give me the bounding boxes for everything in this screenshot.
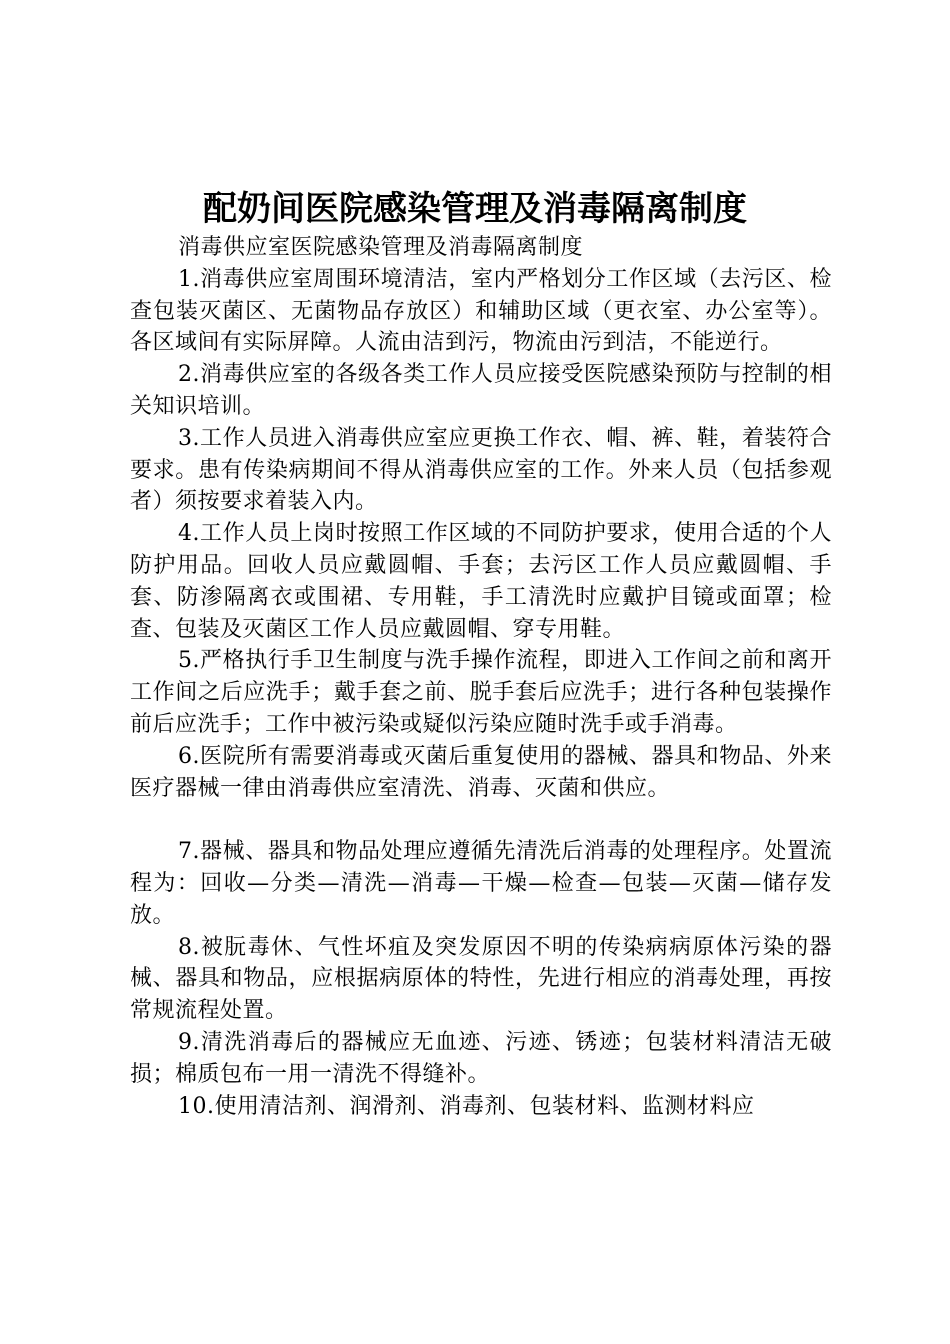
document-subtitle: 消毒供应室医院感染管理及消毒隔离制度: [178, 235, 584, 260]
paragraph-10: 10.使用清洁剂、润滑剂、消毒剂、包装材料、监测材料应: [178, 1093, 755, 1119]
paragraph-9: 9.清洗消毒后的器械应无血迹、污迹、锈迹；包装材料清洁无破损；棉质包布一用一清洗不得缝补。: [130, 1029, 832, 1087]
paragraph-3: 3.工作人员进入消毒供应室应更换工作衣、帽、裤、鞋，着装符合要求。患有传染病期间不得从消毒供应室的工作。外来人员（包括参观者）须按要求着装入内。: [130, 425, 832, 515]
document-title: 配奶间医院感染管理及消毒隔离制度: [203, 189, 747, 229]
document-body: [130, 232, 832, 1122]
paragraph-2: 2.消毒供应室的各级各类工作人员应接受医院感染预防与控制的相关知识培训。: [130, 362, 832, 419]
paragraph-5: 5.严格执行手卫生制度与洗手操作流程，即进入工作间之前和离开工作间之后应洗手；戴手套之前、脱手套后应洗手；进行各种包装操作前后应洗手；工作中被污染或疑似污染应随时洗手或手消毒。: [130, 648, 832, 737]
paragraph-8: 8.被朊毒休、气性坏疽及突发原因不明的传染病病原体污染的器械、器具和物品，应根据病原体的特性，先进行相应的消毒处理，再按常规流程处置。: [130, 934, 832, 1024]
paragraph-4: 4.工作人员上岗时按照工作区域的不同防护要求，使用合适的个人防护用品。回收人员应戴圆帽、手套；去污区工作人员应戴圆帽、手套、防渗隔离衣或围裙、专用鞋，手工清洗时应戴护目镜或面罩；检查、包装及灭菌区工作人员应戴圆帽、穿专用鞋。: [130, 521, 832, 642]
paragraph-7: 7.器械、器具和物品处理应遵循先清洗后消毒的处理程序。处置流程为：回收—分类—清洗—消毒—干燥—检查—包装—灭菌—储存发放。: [130, 839, 832, 928]
paragraph-1: 1.消毒供应室周围环境清洁，室内严格划分工作区域（去污区、检查包装灭菌区、无菌物品存放区）和辅助区域（更衣室、办公室等）。各区域间有实际屏障。人流由洁到污，物流由污到洁，不能逆行。: [130, 266, 832, 356]
paragraph-6: 6.医院所有需要消毒或灭菌后重复使用的器械、器具和物品、外来医疗器械一律由消毒供应室清洗、消毒、灭菌和供应。: [130, 743, 832, 801]
